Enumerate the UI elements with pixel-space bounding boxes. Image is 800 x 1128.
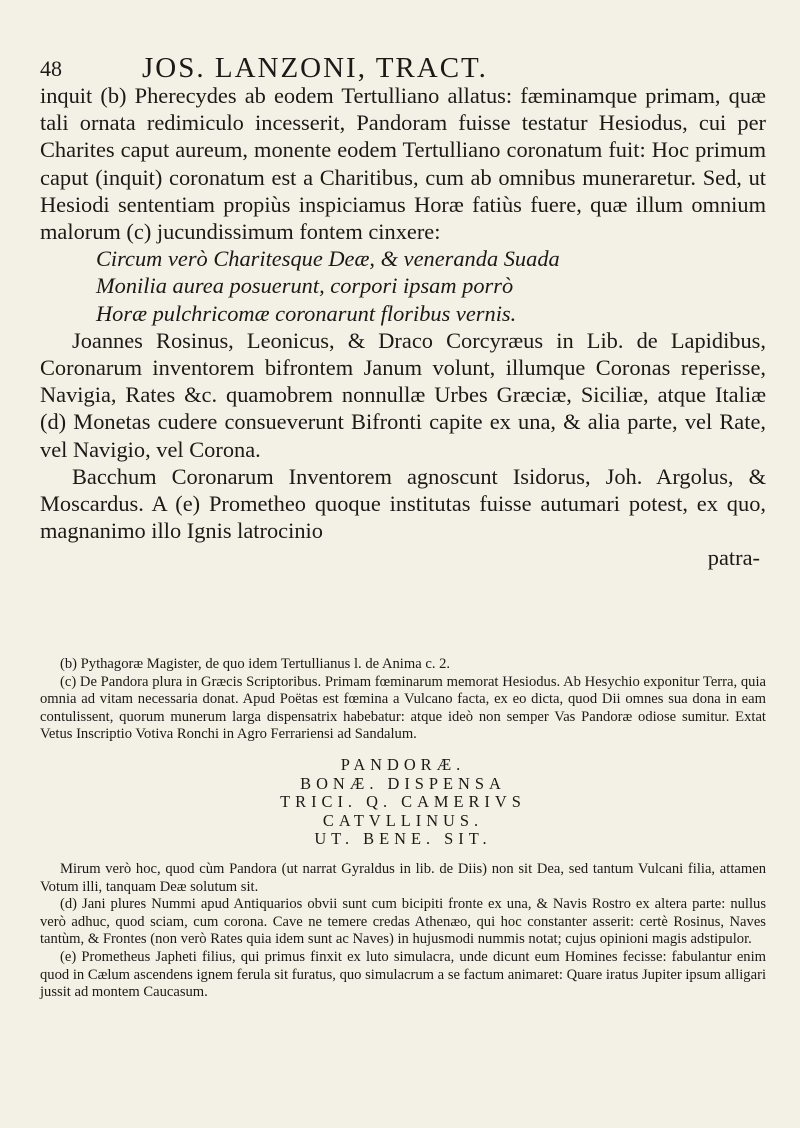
page-number: 48 [40, 56, 62, 81]
verse-line: Monilia aurea posuerunt, corpori ipsam porrò [96, 273, 514, 299]
inscription-line: CATVLLINUS. [322, 810, 484, 830]
inscription-line: PANDORÆ. [340, 754, 466, 774]
paragraph: inquit (b) Pherecydes ab eodem Tertulliano allatus: fæminamque primam, quæ tali ornata redimiculo incesserit, Pandoram fuisse testatur Hesiodus, cui per Charites caput aureum, monente eodem Tertulliano coronatum fuit: Hoc primum caput (inquit) coronatum est a Charitibus, cum ab omnibus muneraretur. Sed, ut Hesiodi sententiam propiùs inspiciamus Horæ fatiùs fuere, quæ illum omnium malorum (c) jucundissimum fontem cinxere: [40, 83, 766, 245]
verse-line: Circum verò Charitesque Deæ, & veneranda Suada [96, 246, 560, 272]
footnote-d: (d) Jani plures Nummi apud Antiquarios obvii sunt cum bicipiti fronte ex una, & Navis Rostro ex altera parte: nullus verò adhuc, quod sciam, cum corona. Cave ne temere credas Athenæo, qui hoc constanter asserit: certè Rosinus, Naves tantùm, & Frontes (non verò Rates quia idem sunt ac Naves) in hujusmodi nummis notat; cujus opinioni magis adstipulor. [40, 896, 766, 948]
inscription-line: BONÆ. DISPENSA [300, 773, 506, 793]
verse-line: Horæ pulchricomæ coronarunt floribus vernis. [96, 300, 517, 326]
footnotes [40, 656, 766, 1002]
footnote-c-continued: Mirum verò hoc, quod cùm Pandora (ut narrat Gyraldus in lib. de Diis) non sit Dea, sed tantum Vulcani filia, attamen Votum illi, tanquam Deæ solutum sit. [40, 860, 766, 895]
main-text [40, 82, 766, 572]
running-head: JOS. LANZONI, TRACT. [142, 52, 488, 84]
inscription-line: UT. BENE. SIT. [314, 829, 492, 849]
paragraph: Bacchum Coronarum Inventorem agnoscunt Isidorus, Joh. Argolus, & Moscardus. A (e) Prometheo quoque institutas fuisse autumari potest, ex quo, magnanimo illo Ignis latrocinio [40, 463, 766, 544]
footnote-c: (c) De Pandora plura in Græcis Scriptoribus. Primam fœminarum memorat Hesiodus. Ab Hesychio exponitur Terra, quia omnia ad vitam necessaria donat. Apud Poëtas est fœmina a Vulcano facta, ex eo dicta, quod Dii omnes sua dona in eam contulissent, quorum munerum larga dispensatrix habebatur: atque ideò non semper Vas Pandoræ odiose sumitur. Extat Vetus Inscriptio Votiva Ronchi in Agro Ferrariensi ad Sandalum. [40, 673, 766, 743]
votive-inscription [40, 756, 766, 849]
footnote-b: (b) Pythagoræ Magister, de quo idem Tertullianus l. de Anima c. 2. [60, 656, 451, 672]
inscription-line: TRICI. Q. CAMERIVS [280, 792, 526, 812]
footnote-e: (e) Prometheus Japheti filius, qui primus finxit ex luto simulacra, unde dicunt eum Homines fecisse: fabulantur enim quod in Cælum ascendens ignem ferula sit furatus, quo simulacrum a se factum animaret: Quare iratus Jupiter ipsum alligari jussit ad montem Caucasum. [40, 948, 766, 1001]
catchword: patra- [707, 545, 760, 571]
paragraph: Joannes Rosinus, Leonicus, & Draco Corcyræus in Lib. de Lapidibus, Coronarum inventorem bifrontem Janum volunt, illumque Coronas reperisse, Navigia, Rates &c. quamobrem nonnullæ Urbes Græciæ, Siciliæ, atque Italiæ (d) Monetas cudere consueverunt Bifronti capite ex una, & alia parte, vel Rate, vel Navigio, vel Corona. [40, 327, 766, 462]
verse-quotation [40, 245, 766, 327]
